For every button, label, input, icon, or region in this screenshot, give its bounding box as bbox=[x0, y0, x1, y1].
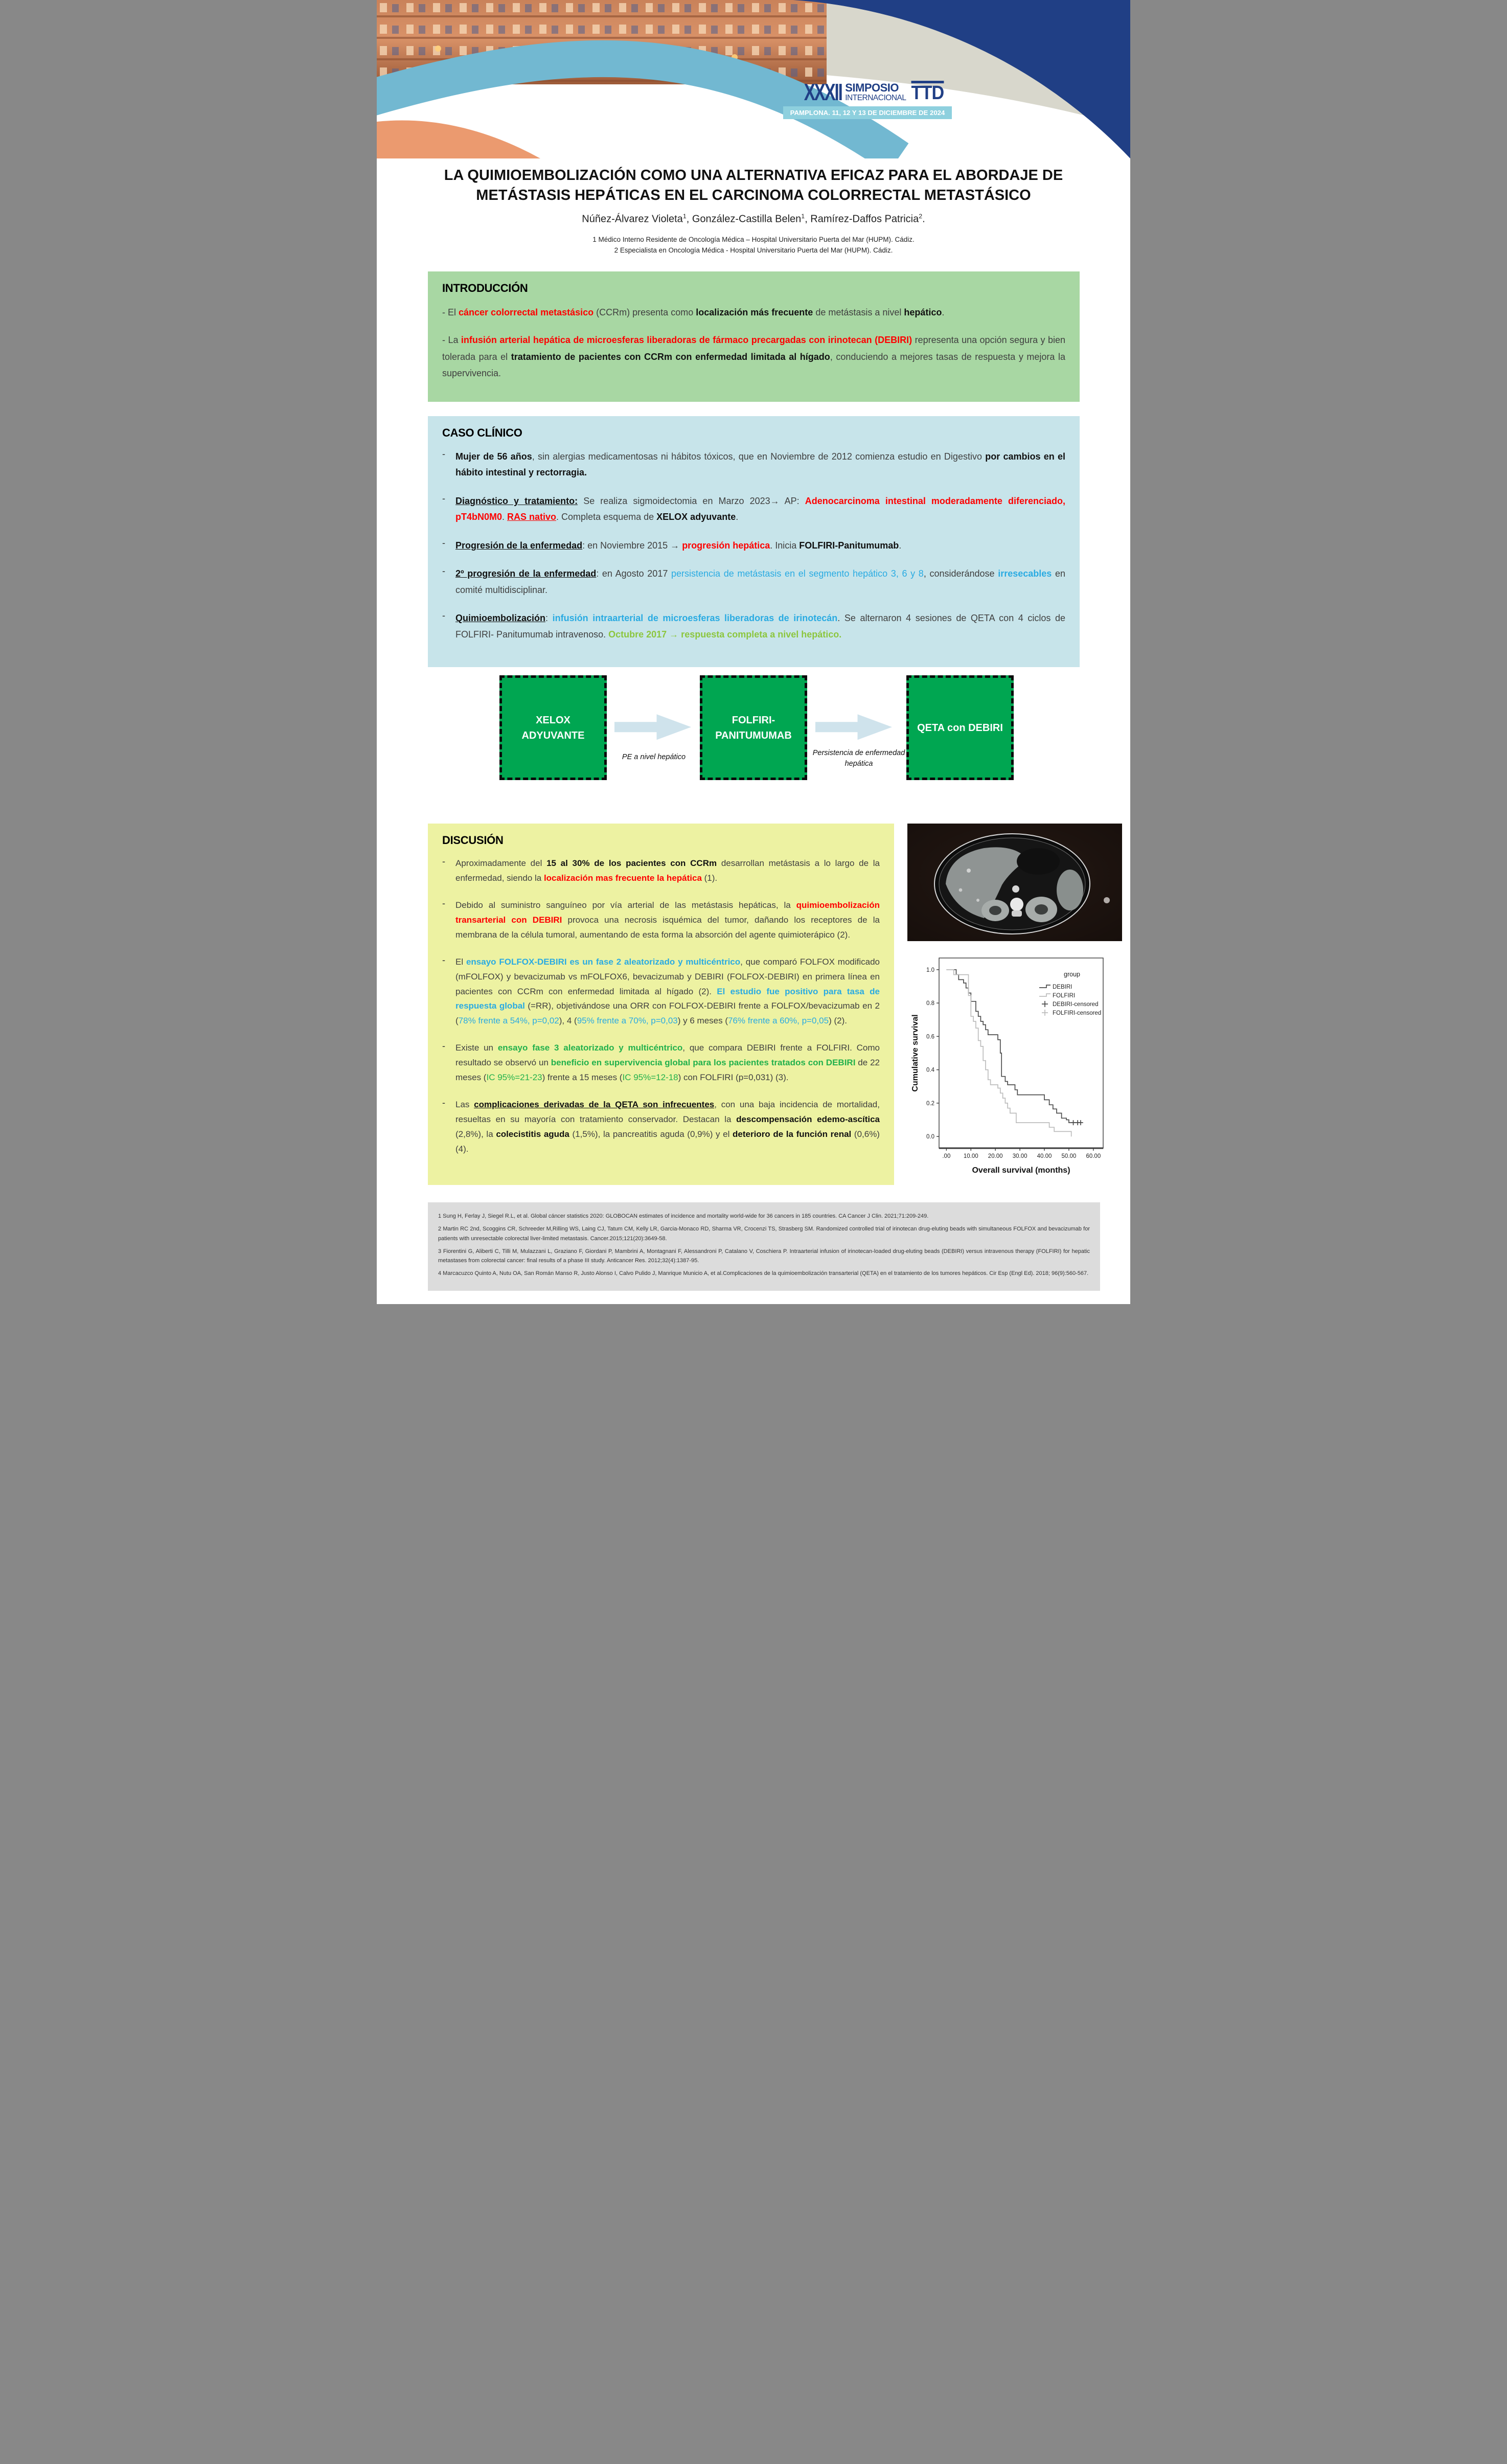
figures-column bbox=[907, 824, 1122, 1183]
km-legend-title: group bbox=[1064, 971, 1080, 978]
text-run: XELOX adyuvante bbox=[656, 512, 736, 522]
text-run: , Ramírez-Daffos Patricia bbox=[805, 213, 919, 225]
text-run: FOLFIRI-Panitumumab bbox=[799, 540, 899, 551]
bullet-marker: - bbox=[442, 898, 445, 909]
flow-arrow-2-label: Persistencia de enfermedad hepática bbox=[812, 749, 905, 768]
affiliation-2: 2 Especialista en Oncología Médica - Hospital Universitario Puerta del Mar (HUPM). Cádiz. bbox=[614, 246, 893, 254]
ttd-logo: TTD bbox=[911, 81, 944, 104]
text-run: : en Noviembre 2015 → bbox=[582, 540, 682, 551]
km-xtick: .00 bbox=[942, 1153, 951, 1160]
list-item-text bbox=[455, 1041, 880, 1085]
km-survival-chart bbox=[909, 951, 1122, 1183]
affiliations bbox=[377, 235, 1130, 256]
text-run: . bbox=[942, 307, 945, 317]
caso-bullet bbox=[442, 538, 1065, 554]
discusion-bullet bbox=[442, 856, 880, 886]
bullet-marker: - bbox=[442, 448, 445, 459]
km-xtick: 60.00 bbox=[1086, 1153, 1101, 1160]
bullet-marker: - bbox=[442, 954, 445, 965]
text-run: por cambios en el hábito intestinal y rectorragia. bbox=[455, 451, 1066, 478]
text-run: 2º progresión de la enfermedad bbox=[455, 568, 597, 579]
introduccion-heading: INTRODUCCIÓN bbox=[442, 281, 528, 294]
km-legend-label: DEBIRI-censored bbox=[1053, 1001, 1099, 1008]
text-run: (1,5%), la pancreatitis aguda (0,9%) y el bbox=[569, 1129, 733, 1139]
text-run: representa una opción segura y bien tolerada para el bbox=[442, 335, 1066, 362]
text-run: - El bbox=[442, 307, 459, 317]
flow-box-xelox: XELOX ADYUVANTE bbox=[499, 675, 607, 780]
logo-edition-number: XXXII bbox=[804, 78, 842, 105]
text-run: localización más frecuente bbox=[696, 307, 813, 317]
text-run: RAS nativo bbox=[507, 512, 557, 522]
logo-line2: INTERNACIONAL bbox=[845, 93, 906, 102]
text-run: progresión hepática bbox=[682, 540, 770, 551]
event-banner: PAMPLONA. 11, 12 Y 13 DE DICIEMBRE DE 2024 bbox=[783, 106, 952, 119]
text-run: de 22 meses ( bbox=[455, 1058, 880, 1082]
text-run: hepático bbox=[904, 307, 942, 317]
text-run: , González-Castilla Belen bbox=[686, 213, 802, 225]
caso-bullet bbox=[442, 610, 1065, 643]
reference-item bbox=[438, 1224, 1090, 1243]
text-run: Las bbox=[455, 1099, 474, 1109]
text-run: infusión intraarterial de microesferas liberadoras de irinotecán bbox=[552, 613, 838, 624]
km-legend-label: DEBIRI bbox=[1053, 984, 1072, 991]
text-run: colecistitis aguda bbox=[496, 1129, 569, 1139]
text-run: Progresión de la enfermedad bbox=[455, 540, 583, 551]
list-item-text bbox=[455, 898, 880, 943]
text-run: de metástasis a nivel bbox=[813, 307, 904, 317]
ct-axial-abdomen-graphic bbox=[907, 824, 1122, 941]
intro-paragraph-2 bbox=[442, 332, 1065, 381]
ct-scan-image bbox=[907, 824, 1122, 944]
km-ylabel: Cumulative survival bbox=[911, 1014, 920, 1092]
km-xtick: 30.00 bbox=[1012, 1153, 1028, 1160]
text-run: ensayo fase 3 aleatorizado y multicéntrico bbox=[497, 1043, 683, 1053]
section-introduccion bbox=[428, 271, 1080, 402]
text-run: deterioro de la función renal bbox=[733, 1129, 852, 1139]
discusion-heading: DISCUSIÓN bbox=[442, 834, 504, 847]
km-plot-area bbox=[939, 958, 1103, 1148]
text-run: 2 bbox=[919, 213, 923, 220]
text-run: (0,6%) (4). bbox=[455, 1129, 880, 1154]
list-item-text: 1 Sung H, Ferlay J, Siegel R.L, et al. Global cáncer statistics 2020: GLOBOCAN estimates of incidence and mortality world-wide for 36 cancers in 185 countries. CA Cancer J Clin. 2021;71:209-249. bbox=[438, 1213, 929, 1220]
references bbox=[428, 1202, 1100, 1291]
list-item-text: 3 Fiorentini G, Aliberti C, Tilli M, Mulazzani L, Graziano F, Giordani P, Mambrini A, Montagnani F, Alessandroni P, Catalano V, Coschiera P. Intraarterial infusion of irinotecan-loaded drug-eluting beads (DEBIRI) versus intravenous therapy (FOLFIRI) for hepatic metastases from colorectal cancer: final results of a phase III study. Anticancer Res. 2012;32(4):1387-95. bbox=[438, 1248, 1090, 1264]
text-run: ) con FOLFIRI (p=0,031) (3). bbox=[678, 1072, 789, 1082]
list-item-text bbox=[455, 856, 880, 886]
list-item-text bbox=[455, 1098, 880, 1157]
text-run: : bbox=[545, 613, 553, 624]
header-curves-graphic bbox=[377, 0, 1130, 158]
text-run: infusión arterial hepática de microesferas liberadoras de fármaco precargadas con irinotecan (DEBIRI) bbox=[461, 335, 912, 346]
bullet-marker: - bbox=[442, 1097, 445, 1108]
text-run: quimioembolización transarterial con DEBIRI bbox=[455, 900, 880, 925]
text-run: 1 bbox=[801, 213, 805, 220]
discusion-bullet bbox=[442, 1098, 880, 1157]
text-run: descompensación edemo-ascítica bbox=[736, 1114, 880, 1124]
text-run: El estudio fue positivo para tasa de respuesta global bbox=[455, 986, 880, 1011]
text-run: desarrollan metástasis a lo largo de la enfermedad, siendo la bbox=[455, 858, 880, 883]
text-run: . bbox=[899, 540, 902, 551]
flow-arrow-1-label: PE a nivel hepático bbox=[622, 753, 686, 762]
text-run: Debido al suministro sanguíneo por vía arterial de las metástasis hepáticas, la bbox=[455, 900, 796, 910]
text-run: complicaciones derivadas de la QETA son infrecuentes bbox=[474, 1099, 715, 1109]
congress-logo bbox=[783, 78, 952, 119]
flow-box-qeta-debiri: QETA con DEBIRI bbox=[906, 675, 1014, 780]
caso-bullet bbox=[442, 566, 1065, 598]
km-xlabel: Overall survival (months) bbox=[972, 1166, 1070, 1175]
text-run: Núñez-Álvarez Violeta bbox=[582, 213, 683, 225]
text-run: 76% frente a 60%, p=0,05 bbox=[728, 1016, 829, 1026]
text-run: IC 95%=12-18 bbox=[622, 1072, 678, 1082]
authors-line bbox=[377, 213, 1130, 225]
discusion-row bbox=[428, 824, 1116, 1185]
list-item-text bbox=[455, 449, 1065, 481]
text-run: ) y 6 meses ( bbox=[677, 1016, 728, 1026]
text-run: , considerándose bbox=[923, 568, 998, 579]
text-run: El bbox=[455, 956, 466, 967]
text-run: (1). bbox=[701, 873, 718, 883]
text-run: localización mas frecuente la hepática bbox=[543, 873, 702, 883]
flow-arrow-1-icon bbox=[614, 714, 691, 740]
flow-arrow-2-icon bbox=[815, 714, 892, 740]
text-run: Existe un bbox=[455, 1043, 498, 1053]
section-discusion bbox=[428, 824, 894, 1185]
treatment-flow-diagram bbox=[377, 675, 1130, 794]
text-run: provoca una necrosis isquémica del tumor, dañando los receptores de la membrana de la célula tumoral, aumentando de esta forma la absorción del agente quimioterápico (2). bbox=[455, 915, 880, 940]
text-run: . Inicia bbox=[770, 540, 800, 551]
text-run: 1 bbox=[682, 213, 687, 220]
poster-title: LA QUIMIOEMBOLIZACIÓN COMO UNA ALTERNATIVA EFICAZ PARA EL ABORDAJE DE METÁSTASIS HEPÁTICAS EN EL CARCINOMA COLORRECTAL METASTÁSICO bbox=[444, 167, 1063, 204]
list-item-text bbox=[455, 538, 1065, 554]
text-run: . Se alternaron 4 sesiones de QETA con 4 ciclos de FOLFIRI- Panitumumab intravenoso. bbox=[455, 613, 1065, 640]
text-run: IC 95%=21-23 bbox=[486, 1072, 542, 1082]
text-run: 15 al 30% de los pacientes con CCRm bbox=[546, 858, 717, 869]
text-run: ) frente a 15 meses ( bbox=[542, 1072, 623, 1082]
orange-arc bbox=[377, 121, 540, 158]
text-run: Aproximadamente del bbox=[455, 858, 547, 869]
text-run: Adenocarcinoma intestinal moderadamente diferenciado, pT4bN0M0 bbox=[455, 495, 1066, 522]
text-run: - La bbox=[442, 335, 461, 346]
text-run: 78% frente a 54%, p=0,02 bbox=[458, 1016, 559, 1026]
text-run: cáncer colorrectal metastásico bbox=[459, 307, 594, 317]
text-run: , que compara DEBIRI frente a FOLFIRI. Como resultado se observó un bbox=[455, 1043, 880, 1068]
bullet-marker: - bbox=[442, 566, 445, 577]
text-run: Se realiza sigmoidectomia en Marzo 2023→ AP: bbox=[578, 495, 805, 506]
text-run: , con una baja incidencia de mortalidad, resueltas en su mayoría con tratamiento conservador. Destacan la bbox=[455, 1099, 880, 1124]
text-run: ensayo FOLFOX-DEBIRI es un fase 2 aleatorizado y multicéntrico bbox=[466, 956, 741, 967]
bullet-marker: - bbox=[442, 610, 445, 621]
text-run: . Completa esquema de bbox=[556, 512, 657, 522]
text-run: . bbox=[736, 512, 739, 522]
text-run: Diagnóstico y tratamiento: bbox=[455, 495, 578, 506]
km-legend-label: FOLFIRI bbox=[1053, 993, 1076, 999]
text-run: beneficio en supervivencia global para los pacientes tratados con DEBIRI bbox=[551, 1058, 856, 1068]
bullet-marker: - bbox=[442, 537, 445, 548]
bullet-marker: - bbox=[442, 856, 445, 867]
km-ytick: 0.8 bbox=[926, 1000, 934, 1007]
km-xtick: 50.00 bbox=[1061, 1153, 1077, 1160]
text-run: : en Agosto 2017 bbox=[596, 568, 671, 579]
intro-paragraph-1 bbox=[442, 304, 1065, 321]
km-ytick: 0.4 bbox=[926, 1067, 934, 1074]
header-art bbox=[377, 0, 1130, 158]
km-ytick: 1.0 bbox=[926, 967, 934, 974]
poster-page bbox=[377, 0, 1130, 1304]
text-run: . bbox=[922, 213, 925, 225]
km-xtick: 20.00 bbox=[988, 1153, 1003, 1160]
discusion-bullet-list bbox=[442, 856, 880, 1156]
text-run: ), 4 ( bbox=[559, 1016, 577, 1026]
text-run: en comité multidisciplinar. bbox=[455, 568, 1065, 595]
km-legend-label: FOLFIRI-censored bbox=[1053, 1010, 1102, 1017]
bullet-marker: - bbox=[442, 1041, 445, 1052]
caso-bullet bbox=[442, 493, 1065, 526]
text-run: , que comparó FOLFOX modificado (mFOLFOX) y bevacizumab vs mFOLFOX6, bevacizumab y DEBIRI (FOLFOX-DEBIRI) en primera línea en pacientes con CCRm con enfermedad limitada al hígado (2). bbox=[455, 956, 880, 996]
text-run: (=RR), objetivándose una ORR con FOLFOX-DEBIRI frente a FOLFOX/bevacizumab en 2 ( bbox=[455, 1001, 880, 1026]
text-run: Mujer de 56 años bbox=[455, 451, 532, 462]
reference-item bbox=[438, 1247, 1090, 1265]
text-run: 95% frente a 70%, p=0,03 bbox=[577, 1016, 678, 1026]
text-run: irresecables bbox=[998, 568, 1052, 579]
discusion-bullet bbox=[442, 1041, 880, 1085]
list-item-text bbox=[455, 955, 880, 1029]
reference-item bbox=[438, 1269, 1090, 1278]
km-ytick: 0.0 bbox=[926, 1134, 934, 1140]
text-run: , sin alergias medicamentosas ni hábitos tóxicos, que en Noviembre de 2012 comienza estudio en Digestivo bbox=[532, 451, 986, 462]
reference-item bbox=[438, 1212, 1090, 1221]
text-run: (2,8%), la bbox=[455, 1129, 496, 1139]
text-run: . bbox=[502, 512, 508, 522]
text-run: ) (2). bbox=[829, 1016, 847, 1026]
km-xtick: 40.00 bbox=[1037, 1153, 1052, 1160]
affiliation-1: 1 Médico Interno Residente de Oncología Médica – Hospital Universitario Puerta del Mar (HUPM). Cádiz. bbox=[592, 235, 915, 243]
caso-clinico-heading: CASO CLÍNICO bbox=[442, 426, 522, 439]
list-item-text bbox=[455, 493, 1065, 526]
bullet-marker: - bbox=[442, 493, 445, 504]
text-run: (CCRm) presenta como bbox=[593, 307, 696, 317]
text-run: , conduciendo a mejores tasas de respuesta y mejora la supervivencia. bbox=[442, 351, 1065, 378]
text-run: tratamiento de pacientes con CCRm con enfermedad limitada al hígado bbox=[511, 351, 830, 362]
km-ytick: 0.6 bbox=[926, 1034, 934, 1040]
text-run: Octubre 2017 → respuesta completa a nivel hepático. bbox=[608, 629, 842, 640]
km-xtick: 10.00 bbox=[963, 1153, 978, 1160]
km-ytick: 0.2 bbox=[926, 1101, 934, 1107]
list-item-text: 2 Martin RC 2nd, Scoggins CR, Schreeder M,Rilling WS, Laing CJ, Tatum CM, Kelly LR, Garcia-Monaco RD, Sharma VR, Crocenzi TS, Strasberg SM. Randomized controlled trial of irinotecan drug-eluting beads with simultaneous FOLFOX and bevacizumab for patients with unresectable colorectal liver-limited metastasis. Cancer.2015;121(20):3649-58. bbox=[438, 1226, 1090, 1242]
list-item-text: 4 Marcacuzco Quinto A, Nutu OA, San Román Manso R, Justo Alonso I, Calvo Pulido J, Manrique Municio A, et al.Complicaciones de la quimioembolización transarterial (QETA) en el tratamiento de los tumores hepáticos. Cir Esp (Engl Ed). 2018; 96(9):560-567. bbox=[438, 1270, 1089, 1276]
discusion-bullet bbox=[442, 955, 880, 1029]
caso-bullet-list bbox=[442, 449, 1065, 643]
flow-box-folfiri-panitumumab: FOLFIRI-PANITUMUMAB bbox=[700, 675, 807, 780]
section-caso-clinico bbox=[428, 416, 1080, 668]
km-chart-svg bbox=[909, 951, 1111, 1181]
text-run: persistencia de metástasis en el segmento hepático 3, 6 y 8 bbox=[671, 568, 924, 579]
discusion-bullet bbox=[442, 898, 880, 943]
text-run: Quimioembolización bbox=[455, 613, 546, 624]
caso-bullet bbox=[442, 449, 1065, 481]
list-item-text bbox=[455, 566, 1065, 598]
logo-line1: SIMPOSIO bbox=[845, 81, 899, 94]
list-item-text bbox=[455, 610, 1065, 643]
